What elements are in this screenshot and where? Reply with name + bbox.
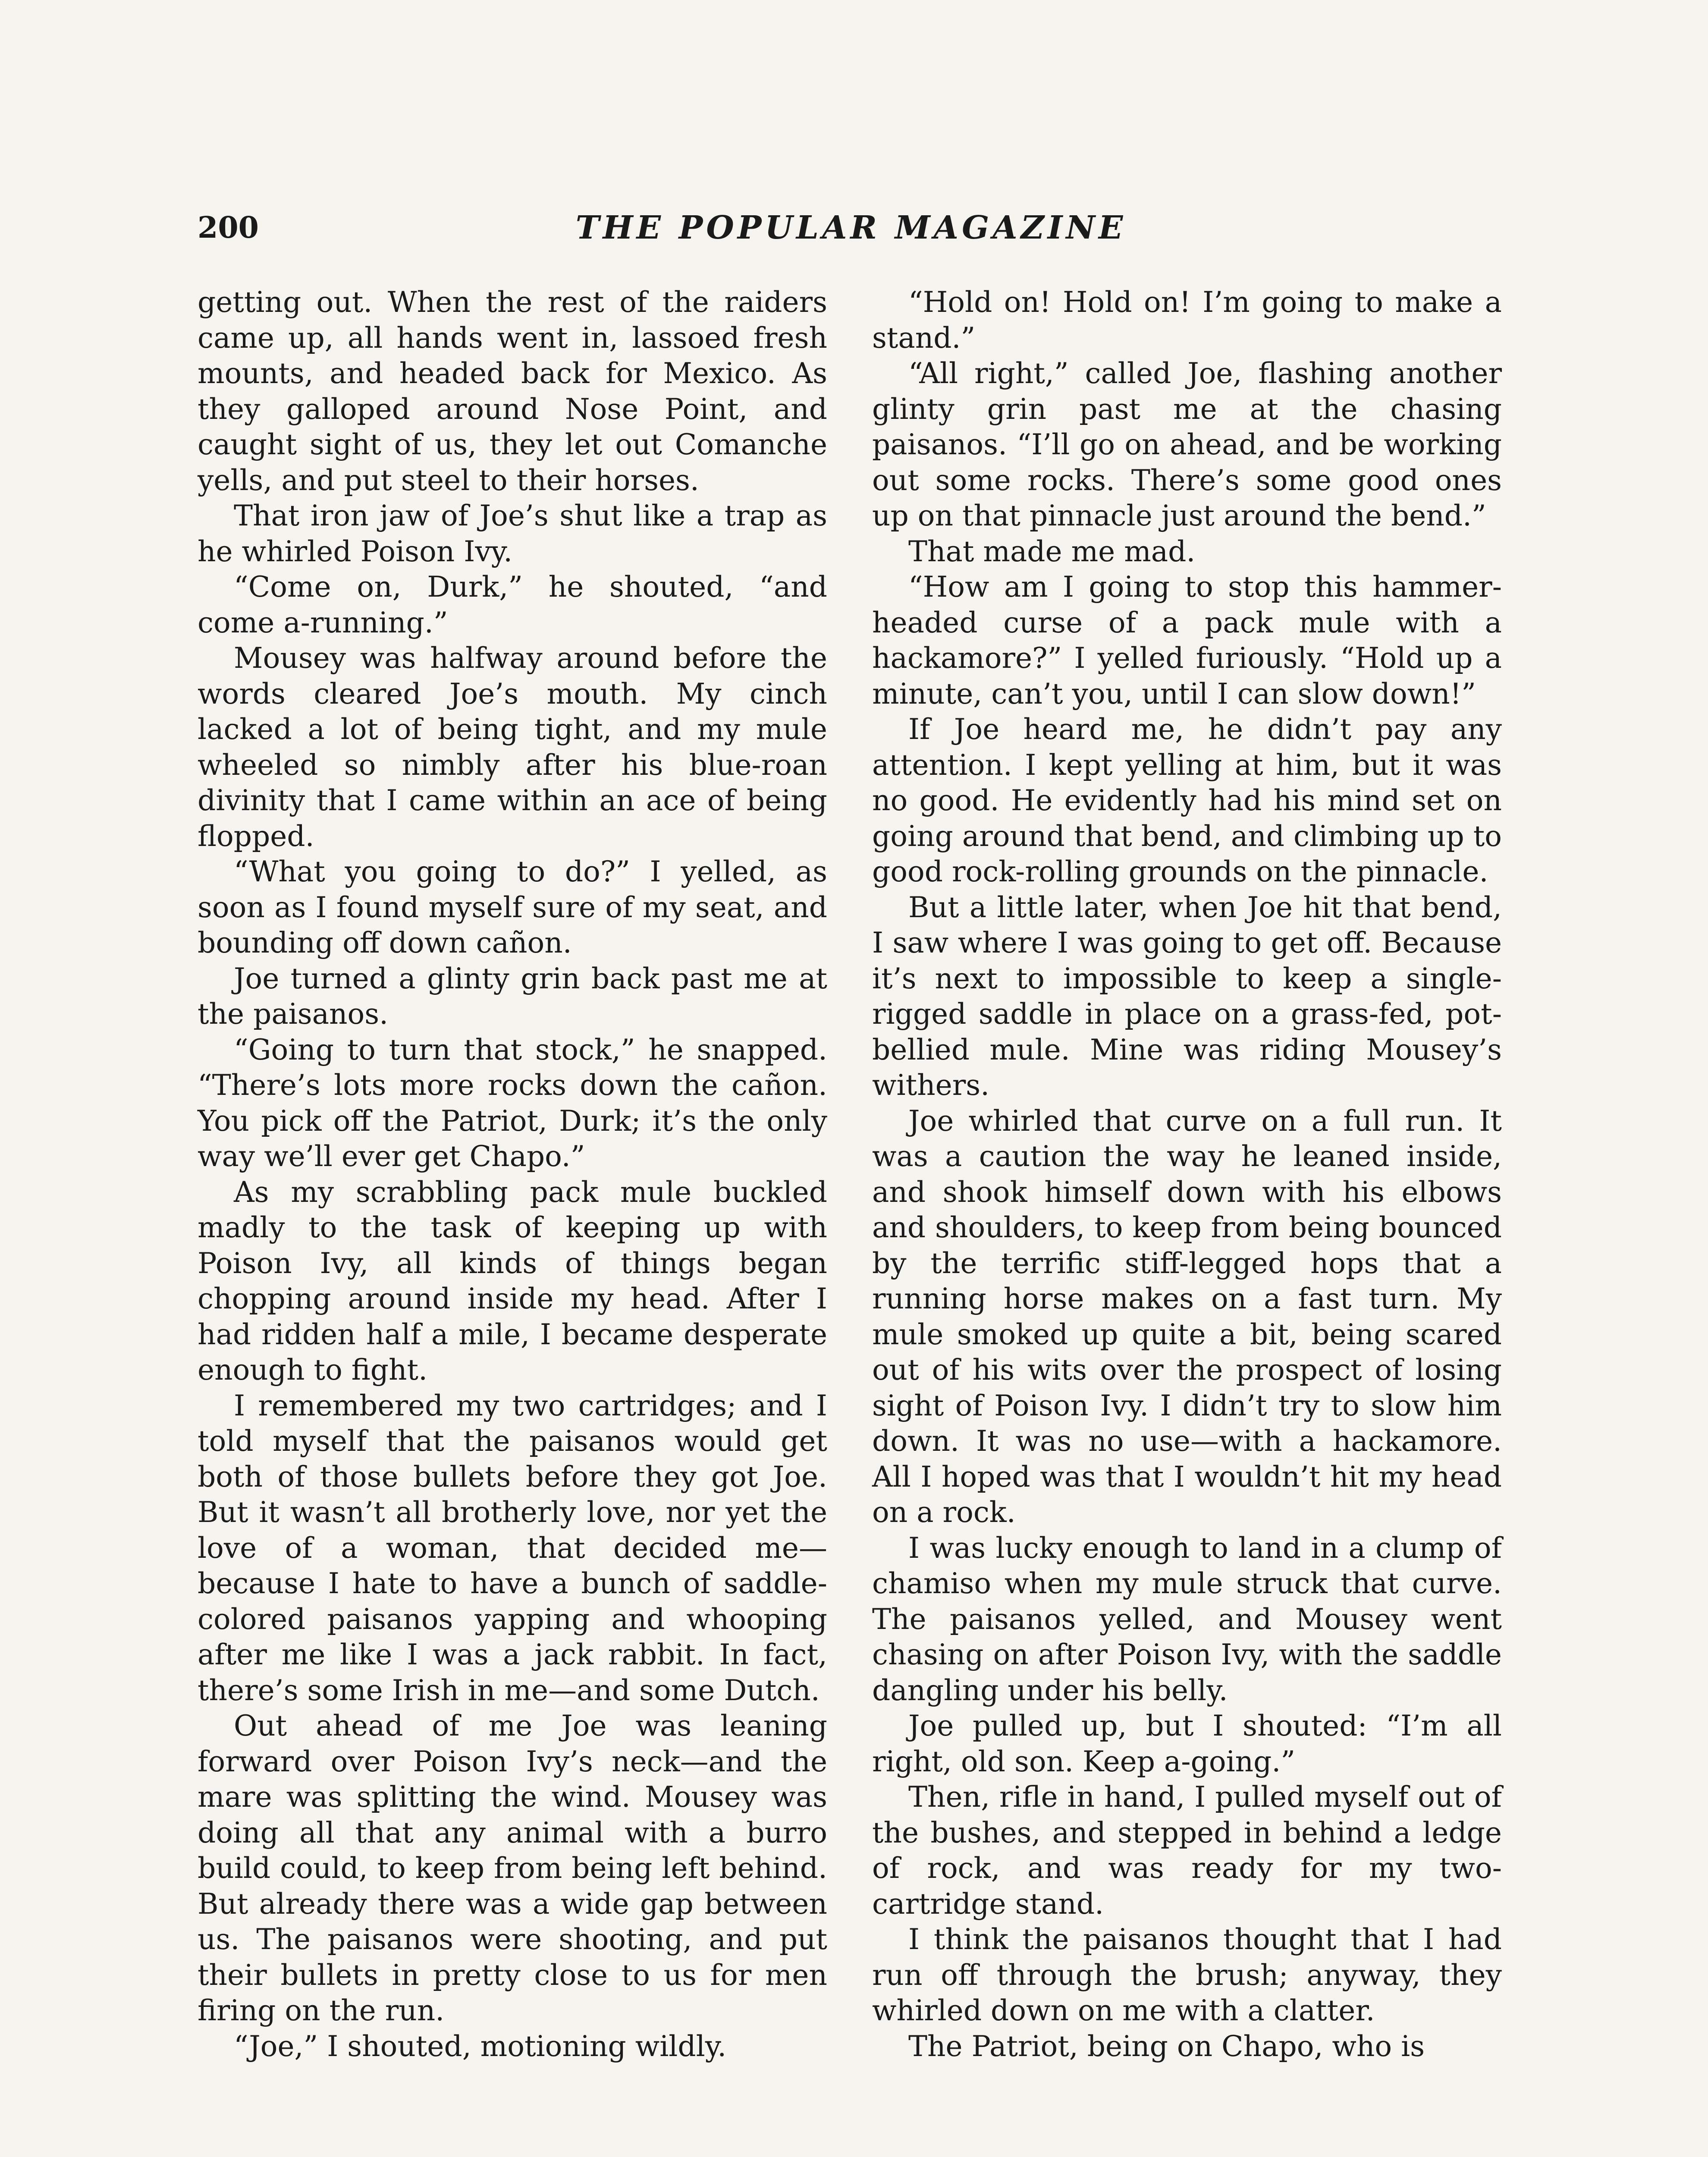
paragraph: Joe whirled that curve on a full run. It was a caution the way he leaned inside, and shook himself down with his elbows and shoulders, to keep from being bounced by the terrific stiff-legged hops that a running horse makes on a fast turn. My mule smoked up quite a bit, being scared out of his wits over the prospect of losing sight of Poison Ivy. I didn’t try to slow him down. It was no use—with a hackamore. All I hoped was that I wouldn’t hit my head on a rock. <box>872 1104 1502 1529</box>
paragraph: Out ahead of me Joe was leaning forward over Poison Ivy’s neck—and the mare was splitting the wind. Mousey was doing all that any animal with a burro build could, to keep from being left behind. But already there was a wide gap between us. The paisanos were shooting, and put their bullets in pretty close to us for men firing on the run. <box>198 1709 827 2027</box>
paragraph: Joe turned a glinty grin back past me at the paisanos. <box>198 962 827 1031</box>
paragraph: The Patriot, being on Chapo, who is <box>908 2029 1425 2063</box>
paragraph: That made me mad. <box>908 535 1196 568</box>
paragraph: But a little later, when Joe hit that bend, I saw where I was going to get off. Because it’s next to impossible to keep a single-rigged saddle in place on a grass-fed, pot-bellied mule. Mine was riding Mousey’s withers. <box>872 890 1502 1102</box>
paragraph: getting out. When the rest of the raiders came up, all hands went in, lassoed fresh mounts, and headed back for Mexico. As they galloped around Nose Point, and caught sight of us, they let out Comanche yells, and put steel to their horses. <box>198 286 827 497</box>
paragraph: If Joe heard me, he didn’t pay any attention. I kept yelling at him, but it was no good. He evidently had his mind set on going around that bend, and climbing up to good rock-rolling grounds on the pinnacle. <box>872 713 1502 888</box>
paragraph: “Hold on! Hold on! I’m going to make a stand.” <box>872 286 1502 355</box>
paragraph: Joe pulled up, but I shouted: “I’m all right, old son. Keep a-going.” <box>872 1709 1502 1778</box>
paragraph: “Come on, Durk,” he shouted, “and come a-running.” <box>198 570 827 639</box>
paragraph: “Going to turn that stock,” he snapped. “There’s lots more rocks down the cañon. You pick off the Patriot, Durk; it’s the only way we’ll ever get Chapo.” <box>198 1033 827 1173</box>
paragraph: I was lucky enough to land in a clump of chamiso when my mule struck that curve. The paisanos yelled, and Mousey went chasing on after Poison Ivy, with the saddle dangling under his belly. <box>872 1531 1502 1707</box>
paragraph: That iron jaw of Joe’s shut like a trap as he whirled Poison Ivy. <box>198 499 827 568</box>
page-header <box>198 206 1504 249</box>
right-column <box>872 285 1502 2064</box>
paragraph: I think the paisanos thought that I had run off through the brush; anyway, they whirled down on me with a clatter. <box>872 1923 1502 2027</box>
page-number: 200 <box>198 211 259 245</box>
paragraph: “All right,” called Joe, flashing another glinty grin past me at the chasing paisanos. “I’ll go on ahead, and be working out some rocks. There’s some good ones up on that pinnacle just around the bend.” <box>872 357 1502 532</box>
paragraph: “Joe,” I shouted, motioning wildly. <box>234 2029 727 2063</box>
running-head: THE POPULAR MAGAZINE <box>575 209 1127 246</box>
paragraph: Mousey was halfway around before the words cleared Joe’s mouth. My cinch lacked a lot of being tight, and my mule wheeled so nimbly after his blue-roan divinity that I came within an ace of being flopped. <box>198 641 827 853</box>
left-column <box>198 285 827 2064</box>
paragraph: “How am I going to stop this hammer-headed curse of a pack mule with a hackamore?” I yelled furiously. “Hold up a minute, can’t you, until I can slow down!” <box>872 570 1502 711</box>
paragraph: As my scrabbling pack mule buckled madly to the task of keeping up with Poison Ivy, all kinds of things began chopping around inside my head. After I had ridden half a mile, I became desperate enough to fight. <box>198 1175 827 1387</box>
paragraph: Then, rifle in hand, I pulled myself out of the bushes, and stepped in behind a ledge of rock, and was ready for my two-cartridge stand. <box>872 1780 1502 1921</box>
paragraph: “What you going to do?” I yelled, as soon as I found myself sure of my seat, and bounding off down cañon. <box>198 855 827 959</box>
paragraph: I remembered my two cartridges; and I told myself that the paisanos would get both of those bullets before they got Joe. But it wasn’t all brotherly love, nor yet the love of a woman, that decided me—because I hate to have a bunch of saddle-colored paisanos yapping and whooping after me like I was a jack rabbit. In fact, there’s some Irish in me—and some Dutch. <box>198 1389 827 1707</box>
